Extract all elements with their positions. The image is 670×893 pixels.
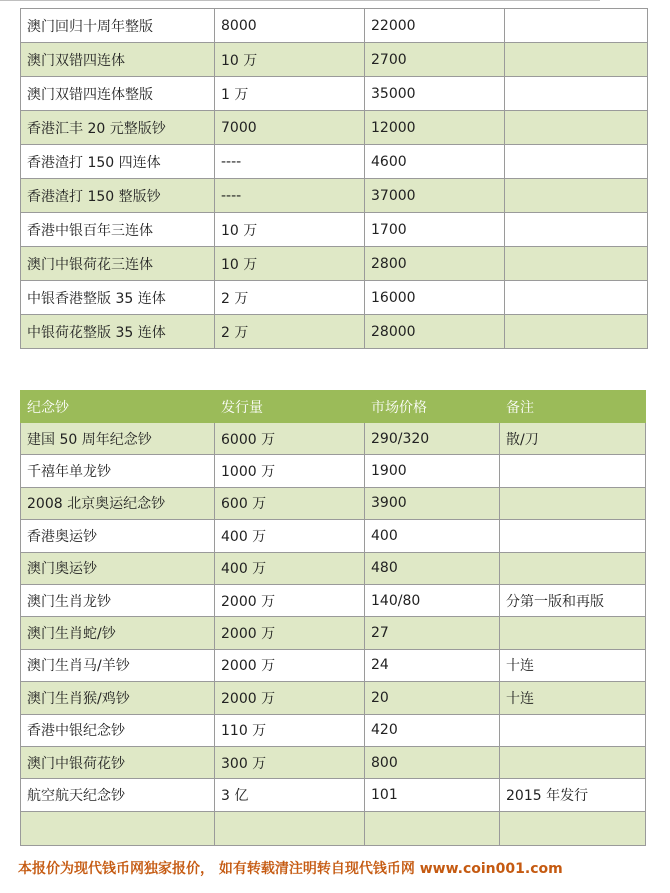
cell-note: 散/刀 [500, 423, 646, 455]
cell-note [505, 179, 648, 213]
table-row [21, 487, 646, 519]
cell-issue: 1000 万 [215, 455, 365, 487]
header-cell-price: 市场价格 [365, 391, 500, 423]
cell-name: 澳门生肖蛇/钞 [21, 617, 215, 649]
cell-note [505, 281, 648, 315]
cell-note [505, 315, 648, 349]
cell-name: 香港奥运钞 [21, 520, 215, 552]
table-row [21, 779, 646, 811]
cell-name: 澳门双错四连体整版 [21, 77, 215, 111]
table-row [21, 552, 646, 584]
table-row [21, 111, 648, 145]
cell-issue: ---- [215, 145, 365, 179]
cell-note [505, 213, 648, 247]
cell-issue: 10 万 [215, 247, 365, 281]
cell-issue: 2000 万 [215, 649, 365, 681]
price-table-commemorative [20, 390, 646, 846]
cell-issue: 10 万 [215, 43, 365, 77]
cell-issue: 400 万 [215, 520, 365, 552]
cell-note [505, 9, 648, 43]
cell-price: 16000 [365, 281, 505, 315]
cell-name: 澳门中银荷花钞 [21, 746, 215, 778]
cell-name: 香港中银百年三连体 [21, 213, 215, 247]
cell-issue: 1 万 [215, 77, 365, 111]
header-cell-issue: 发行量 [215, 391, 365, 423]
cell-price: 140/80 [365, 584, 500, 616]
cell-name: 香港汇丰 20 元整版钞 [21, 111, 215, 145]
cell-issue: 2 万 [215, 281, 365, 315]
table-row [21, 77, 648, 111]
table-row [21, 9, 648, 43]
table-row [21, 520, 646, 552]
cell-name: 澳门生肖马/羊钞 [21, 649, 215, 681]
cell-name: 中银荷花整版 35 连体 [21, 315, 215, 349]
price-table-sets [20, 8, 648, 349]
cell-note [505, 111, 648, 145]
cell-price: 1900 [365, 455, 500, 487]
cell-issue: 110 万 [215, 714, 365, 746]
cell-note [505, 43, 648, 77]
table-row [21, 179, 648, 213]
page-top-border [0, 0, 600, 1]
cell-price: 800 [365, 746, 500, 778]
footer-text: 本报价为现代钱币网独家报价， 如有转载清注明转自现代钱币网 www.coin001.com [18, 861, 563, 877]
cell-name: 航空航天纪念钞 [21, 779, 215, 811]
cell-note: 2015 年发行 [500, 779, 646, 811]
cell-name: 建国 50 周年纪念钞 [21, 423, 215, 455]
cell-issue: 6000 万 [215, 423, 365, 455]
table-header-row [21, 391, 646, 423]
cell-note [500, 455, 646, 487]
cell-name: 澳门回归十周年整版 [21, 9, 215, 43]
table-row [21, 315, 648, 349]
cell-price: 290/320 [365, 423, 500, 455]
header-cell-note: 备注 [500, 391, 646, 423]
cell-note [500, 552, 646, 584]
table-row [21, 617, 646, 649]
cell-issue: 2000 万 [215, 584, 365, 616]
table-row [21, 43, 648, 77]
table-row [21, 714, 646, 746]
table-row [21, 682, 646, 714]
cell-name: 澳门奥运钞 [21, 552, 215, 584]
cell-note [505, 145, 648, 179]
cell-price: 22000 [365, 9, 505, 43]
cell-price: 27 [365, 617, 500, 649]
cell-name: 中银香港整版 35 连体 [21, 281, 215, 315]
cell-note [500, 714, 646, 746]
cell-price: 400 [365, 520, 500, 552]
cell-name: 澳门生肖猴/鸡钞 [21, 682, 215, 714]
cell-price: 2800 [365, 247, 505, 281]
cell-name: 千禧年单龙钞 [21, 455, 215, 487]
table-row [21, 746, 646, 778]
cell-note [500, 811, 646, 845]
table-row [21, 281, 648, 315]
footer-notice [18, 858, 658, 882]
cell-issue: 2000 万 [215, 682, 365, 714]
cell-issue: 3 亿 [215, 779, 365, 811]
cell-price: 101 [365, 779, 500, 811]
cell-issue: 400 万 [215, 552, 365, 584]
price-table-sets-body [21, 9, 648, 349]
cell-price: 12000 [365, 111, 505, 145]
cell-name: 澳门双错四连体 [21, 43, 215, 77]
cell-name: 澳门中银荷花三连体 [21, 247, 215, 281]
table-row [21, 584, 646, 616]
cell-price: 20 [365, 682, 500, 714]
cell-name: 香港渣打 150 整版钞 [21, 179, 215, 213]
cell-price: 35000 [365, 77, 505, 111]
cell-issue: 300 万 [215, 746, 365, 778]
header-cell-name: 纪念钞 [21, 391, 215, 423]
cell-price: 3900 [365, 487, 500, 519]
cell-price [365, 811, 500, 845]
cell-note: 十连 [500, 649, 646, 681]
table-row [21, 423, 646, 455]
cell-issue: 7000 [215, 111, 365, 145]
table-row [21, 811, 646, 845]
price-table-commemorative-body [21, 423, 646, 846]
cell-note [505, 247, 648, 281]
cell-price: 480 [365, 552, 500, 584]
cell-note [500, 617, 646, 649]
cell-note [505, 77, 648, 111]
cell-note [500, 520, 646, 552]
table-row [21, 649, 646, 681]
cell-issue: 600 万 [215, 487, 365, 519]
cell-issue: 8000 [215, 9, 365, 43]
cell-name: 香港渣打 150 四连体 [21, 145, 215, 179]
cell-note: 十连 [500, 682, 646, 714]
cell-issue: 2 万 [215, 315, 365, 349]
cell-note [500, 487, 646, 519]
table-row [21, 247, 648, 281]
cell-price: 4600 [365, 145, 505, 179]
table-row [21, 213, 648, 247]
cell-price: 420 [365, 714, 500, 746]
cell-price: 2700 [365, 43, 505, 77]
cell-note [500, 746, 646, 778]
cell-issue [215, 811, 365, 845]
cell-issue: 2000 万 [215, 617, 365, 649]
cell-price: 1700 [365, 213, 505, 247]
cell-note: 分第一版和再版 [500, 584, 646, 616]
cell-issue: ---- [215, 179, 365, 213]
cell-name: 澳门生肖龙钞 [21, 584, 215, 616]
cell-price: 37000 [365, 179, 505, 213]
cell-name [21, 811, 215, 845]
cell-name: 香港中银纪念钞 [21, 714, 215, 746]
table-row [21, 455, 646, 487]
cell-price: 28000 [365, 315, 505, 349]
cell-price: 24 [365, 649, 500, 681]
cell-issue: 10 万 [215, 213, 365, 247]
cell-name: 2008 北京奥运纪念钞 [21, 487, 215, 519]
table-row [21, 145, 648, 179]
